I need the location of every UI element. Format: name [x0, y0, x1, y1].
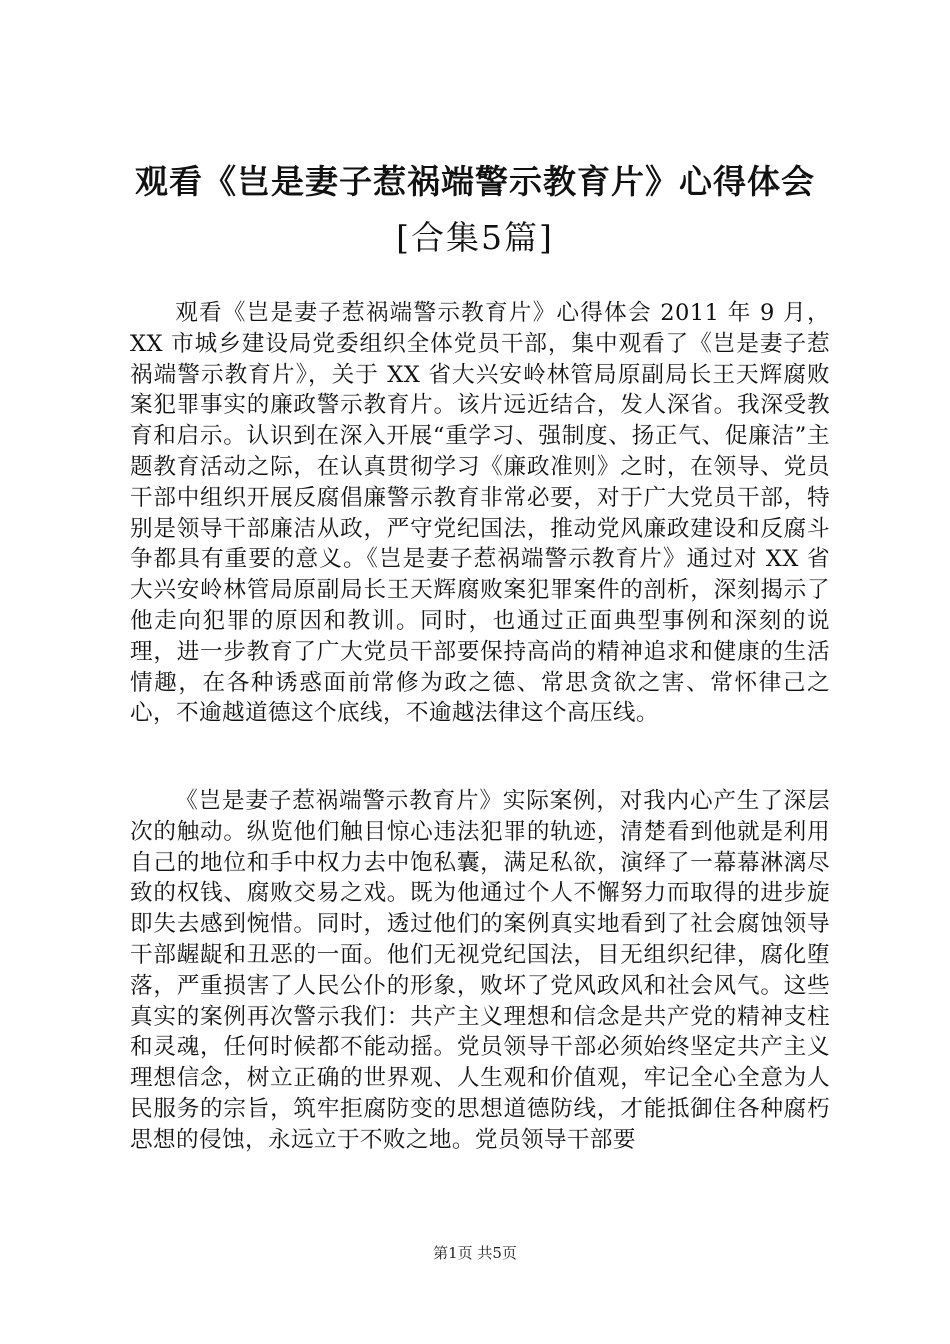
document-subtitle: [合集5篇] — [396, 218, 554, 257]
paragraph-1: 观看《岂是妻子惹祸端警示教育片》心得体会 2011 年 9 月，XX 市城乡建设局党委组织全体党员干部，集中观看了《岂是妻子惹祸端警示教育片》，关于 XX 省大兴安岭林管局原副局长王天辉腐败案犯罪事实的廉政警示教育片。该片远近结合，发人深省。我深受教育和启示。认识到在深入开展“重学习、强制度、扬正气、促廉洁”主题教育活动之际，在认真贯彻学习《廉政准则》之时，在领导、党员干部中组织开展反腐倡廉警示教育非常必要，对于广大党员干部，特别是领导干部廉洁从政，严守党纪国法，推动党风廉政建设和反腐斗争都具有重要的意义。《岂是妻子惹祸端警示教育片》通过对 XX 省大兴安岭林管局原副局长王天辉腐败案犯罪案件的剖析，深刻揭示了他走向犯罪的原因和教训。同时，也通过正面典型事例和深刻的说理，进一步教育了广大党员干部要保持高尚的精神追求和健康的生活情趣，在各种诱惑面前常修为政之德、常思贪欲之害、常怀律己之心，不逾越道德这个底线，不逾越法律这个高压线。 — [130, 300, 830, 727]
paragraph-2: 《岂是妻子惹祸端警示教育片》实际案例，对我内心产生了深层次的触动。纵览他们触目惊心违法犯罪的轨迹，清楚看到他就是利用自己的地位和手中权力去中饱私囊，满足私欲，演绎了一幕幕淋漓尽致的权钱、腐败交易之戏。既为他通过个人不懈努力而取得的进步旋即失去感到惋惜。同时，透过他们的案例真实地看到了社会腐蚀领导干部龌龊和丑恶的一面。他们无视党纪国法，目无组织纪律，腐化堕落，严重损害了人民公仆的形象，败坏了党风政风和社会风气。这些真实的案例再次警示我们：共产主义理想和信念是共产党的精神支柱和灵魂，任何时候都不能动摇。党员领导干部必须始终坚定共产主义理想信念，树立正确的世界观、人生观和价值观，牢记全心全意为人民服务的宗旨，筑牢拒腐防变的思想道德防线，才能抵御住各种腐朽思想的侵蚀，永远立于不败之地。党员领导干部要 — [130, 788, 830, 1153]
document-title: 观看《岂是妻子惹祸端警示教育片》心得体会 — [135, 162, 815, 201]
page-number-footer: 第1页 共5页 — [433, 1244, 517, 1262]
